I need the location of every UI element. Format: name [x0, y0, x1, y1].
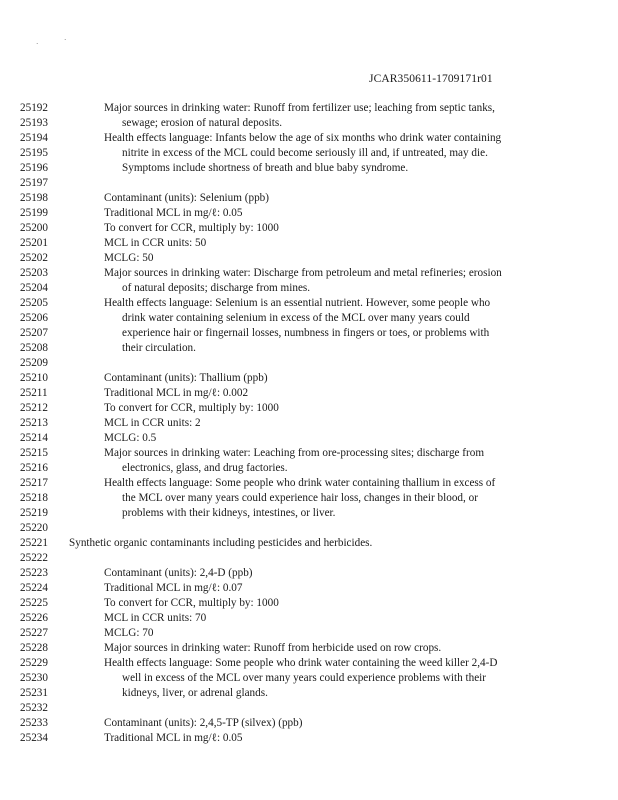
line-number: 25215	[20, 447, 48, 459]
line-number: 25232	[20, 702, 48, 714]
line-text: Contaminant (units): 2,4,5-TP (silvex) (ppb)	[104, 717, 303, 729]
line-text: MCL in CCR units: 70	[104, 612, 207, 624]
line-number: 25216	[20, 462, 48, 474]
line-number: 25228	[20, 642, 48, 654]
line-number: 25192	[20, 102, 48, 114]
line-text: sewage; erosion of natural deposits.	[122, 117, 283, 129]
line-number: 25205	[20, 297, 48, 309]
document-id: JCAR350611-1709171r01	[369, 73, 493, 85]
line-text: Contaminant (units): Selenium (ppb)	[104, 192, 269, 204]
line-number: 25195	[20, 147, 48, 159]
line-number: 25221	[20, 537, 48, 549]
line-number: 25220	[20, 522, 48, 534]
document-line	[0, 731, 618, 746]
document-line	[0, 671, 618, 686]
document-line	[0, 356, 618, 371]
document-line	[0, 566, 618, 581]
line-text: Traditional MCL in mg/ℓ: 0.002	[104, 387, 249, 399]
line-text: Health effects language: Some people who drink water containing the weed killer 2,4-D	[104, 657, 498, 669]
document-line	[0, 461, 618, 476]
document-line	[0, 536, 618, 551]
document-line	[0, 371, 618, 386]
line-number: 25218	[20, 492, 48, 504]
document-line	[0, 701, 618, 716]
document-line	[0, 236, 618, 251]
document-line	[0, 641, 618, 656]
document-line	[0, 416, 618, 431]
line-text: Major sources in drinking water: Runoff from herbicide used on row crops.	[104, 642, 442, 654]
line-text: of natural deposits; discharge from mines.	[122, 282, 311, 294]
line-text: experience hair or fingernail losses, numbness in fingers or toes, or problems with	[122, 327, 490, 339]
line-number: 25213	[20, 417, 48, 429]
line-number: 25203	[20, 267, 48, 279]
document-line	[0, 206, 618, 221]
line-text: Contaminant (units): Thallium (ppb)	[104, 372, 268, 384]
line-number: 25234	[20, 732, 48, 744]
line-text: Traditional MCL in mg/ℓ: 0.05	[104, 732, 243, 744]
line-text: To convert for CCR, multiply by: 1000	[104, 222, 279, 234]
document-line	[0, 176, 618, 191]
scan-speck-mark: ·	[64, 36, 67, 44]
line-text: MCLG: 0.5	[104, 432, 157, 444]
line-text: MCLG: 70	[104, 627, 154, 639]
line-text: kidneys, liver, or adrenal glands.	[122, 687, 268, 699]
document-line	[0, 476, 618, 491]
line-number: 25193	[20, 117, 48, 129]
line-number: 25226	[20, 612, 48, 624]
document-line	[0, 581, 618, 596]
line-text: Health effects language: Selenium is an essential nutrient. However, some people who	[104, 297, 491, 309]
document-line	[0, 221, 618, 236]
line-text: Major sources in drinking water: Runoff from fertilizer use; leaching from septic tanks,	[104, 102, 495, 114]
line-text: Health effects language: Infants below the age of six months who drink water containing	[104, 132, 502, 144]
line-number: 25223	[20, 567, 48, 579]
line-number: 25204	[20, 282, 48, 294]
line-number: 25201	[20, 237, 48, 249]
document-line	[0, 551, 618, 566]
line-number: 25202	[20, 252, 48, 264]
line-number: 25200	[20, 222, 48, 234]
line-text: To convert for CCR, multiply by: 1000	[104, 597, 279, 609]
line-text: drink water containing selenium in excess of the MCL over many years could	[122, 312, 470, 324]
line-text: MCL in CCR units: 50	[104, 237, 207, 249]
line-text: Traditional MCL in mg/ℓ: 0.05	[104, 207, 243, 219]
line-number: 25224	[20, 582, 48, 594]
document-line	[0, 296, 618, 311]
document-line	[0, 251, 618, 266]
line-number: 25214	[20, 432, 48, 444]
scan-speck-mark: ·	[36, 40, 39, 48]
document-line	[0, 116, 618, 131]
line-text: Synthetic organic contaminants including pesticides and herbicides.	[69, 537, 373, 549]
line-number: 25208	[20, 342, 48, 354]
line-number: 25197	[20, 177, 48, 189]
line-text: Major sources in drinking water: Leaching from ore-processing sites; discharge from	[104, 447, 485, 459]
line-text: their circulation.	[122, 342, 196, 354]
line-number: 25231	[20, 687, 48, 699]
line-number: 25211	[20, 387, 48, 399]
line-text: To convert for CCR, multiply by: 1000	[104, 402, 279, 414]
document-line	[0, 656, 618, 671]
line-number: 25222	[20, 552, 48, 564]
document-line	[0, 626, 618, 641]
line-text: Traditional MCL in mg/ℓ: 0.07	[104, 582, 243, 594]
line-number: 25230	[20, 672, 48, 684]
line-number: 25225	[20, 597, 48, 609]
document-line	[0, 341, 618, 356]
line-number: 25227	[20, 627, 48, 639]
line-number: 25199	[20, 207, 48, 219]
line-number: 25206	[20, 312, 48, 324]
line-number: 25209	[20, 357, 48, 369]
document-line	[0, 716, 618, 731]
line-number: 25219	[20, 507, 48, 519]
line-text: well in excess of the MCL over many years could experience problems with their	[122, 672, 486, 684]
document-line	[0, 146, 618, 161]
document-line	[0, 266, 618, 281]
line-number: 25198	[20, 192, 48, 204]
line-number: 25212	[20, 402, 48, 414]
line-text: the MCL over many years could experience hair loss, changes in their blood, or	[122, 492, 478, 504]
line-text: electronics, glass, and drug factories.	[122, 462, 288, 474]
document-line	[0, 311, 618, 326]
line-number: 25229	[20, 657, 48, 669]
document-line	[0, 686, 618, 701]
line-text: MCL in CCR units: 2	[104, 417, 201, 429]
document-line	[0, 401, 618, 416]
line-number: 25194	[20, 132, 48, 144]
document-line	[0, 491, 618, 506]
document-line	[0, 131, 618, 146]
document-line	[0, 596, 618, 611]
document-line	[0, 611, 618, 626]
line-text: MCLG: 50	[104, 252, 154, 264]
line-number: 25210	[20, 372, 48, 384]
document-line	[0, 326, 618, 341]
document-line	[0, 101, 618, 116]
line-text: Health effects language: Some people who drink water containing thallium in excess of	[104, 477, 496, 489]
line-text: nitrite in excess of the MCL could become seriously ill and, if untreated, may die.	[122, 147, 488, 159]
line-text: Symptoms include shortness of breath and blue baby syndrome.	[122, 162, 409, 174]
line-number: 25207	[20, 327, 48, 339]
document-line	[0, 521, 618, 536]
document-line	[0, 431, 618, 446]
line-number: 25196	[20, 162, 48, 174]
document-line	[0, 161, 618, 176]
document-line	[0, 281, 618, 296]
document-line	[0, 506, 618, 521]
line-number: 25233	[20, 717, 48, 729]
document-line	[0, 191, 618, 206]
document-line	[0, 386, 618, 401]
line-text: Contaminant (units): 2,4-D (ppb)	[104, 567, 253, 579]
line-number: 25217	[20, 477, 48, 489]
document-body	[0, 101, 618, 746]
line-text: problems with their kidneys, intestines, or liver.	[122, 507, 336, 519]
document-line	[0, 446, 618, 461]
line-text: Major sources in drinking water: Discharge from petroleum and metal refineries; erosion	[104, 267, 502, 279]
